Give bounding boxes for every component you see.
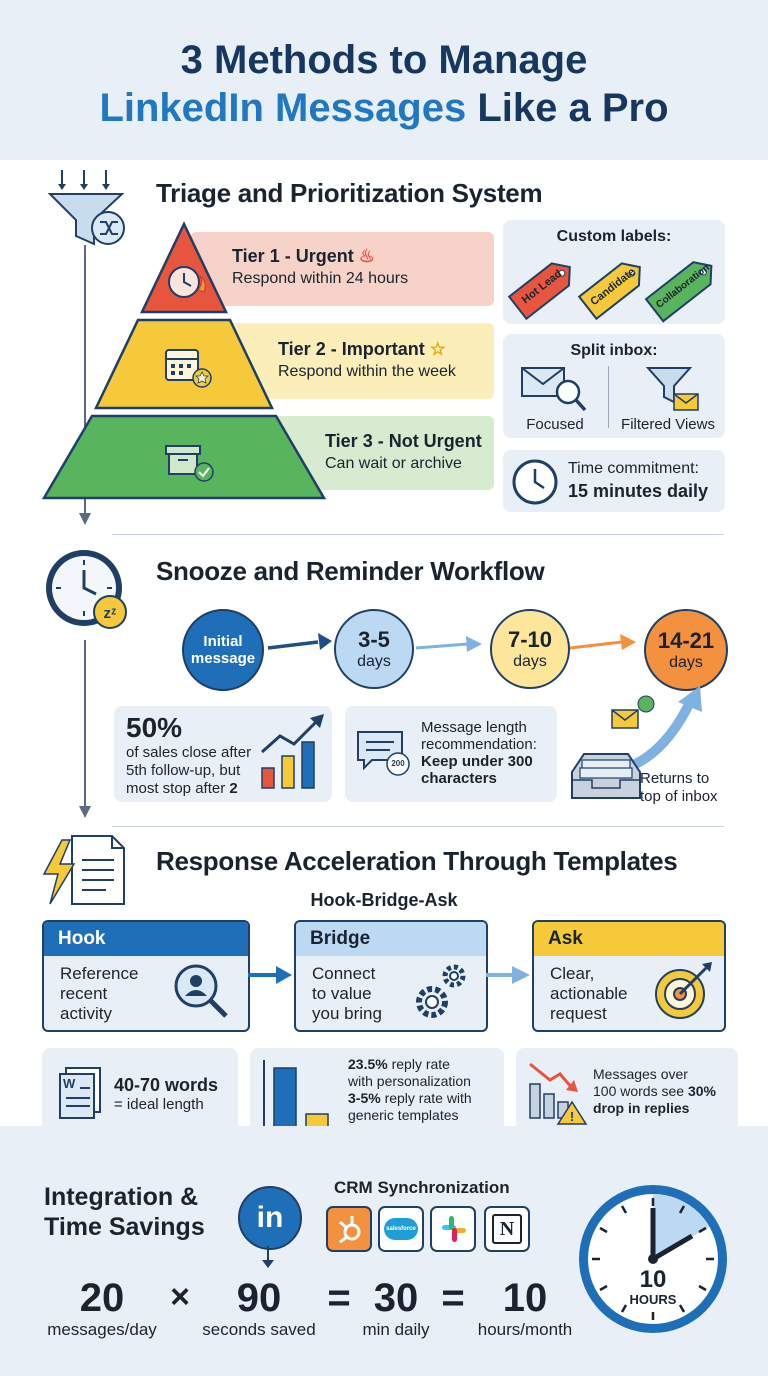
words-value: 40-70 words bbox=[114, 1075, 219, 1095]
envelope-search-icon bbox=[518, 362, 598, 414]
clock-icon bbox=[510, 457, 560, 507]
eq-times: × bbox=[170, 1278, 190, 1316]
triage-title: Triage and Prioritization System bbox=[156, 178, 543, 208]
words-desc: = ideal length bbox=[114, 1096, 204, 1113]
ask-text: Clear, actionable request bbox=[550, 964, 628, 1023]
split-filtered: Filtered Views bbox=[621, 416, 715, 433]
eq-hours-num: 10 bbox=[502, 1276, 548, 1320]
crm-title: CRM Synchronization bbox=[334, 1178, 510, 1197]
tier1-label: Tier 1 - Urgent ♨ bbox=[232, 246, 375, 266]
declining-chart-icon bbox=[524, 1058, 592, 1128]
chat-badge: 200 bbox=[391, 759, 405, 768]
hook-title: Hook bbox=[44, 922, 248, 956]
hba-arrows bbox=[246, 960, 536, 990]
divider-1 bbox=[112, 534, 724, 535]
templates-title: Response Acceleration Through Templates bbox=[156, 846, 678, 876]
snooze-title: Snooze and Reminder Workflow bbox=[156, 556, 545, 586]
integration-title: Integration & Time Savings bbox=[44, 1183, 205, 1241]
salesforce-logo: salesforce bbox=[378, 1206, 424, 1252]
tier1-desc: Respond within 24 hours bbox=[232, 270, 409, 287]
title-rest: Like a Pro bbox=[466, 86, 669, 130]
bridge-text: Connect to value you bring bbox=[312, 964, 382, 1023]
step-3-5: 3-5 days bbox=[334, 609, 414, 689]
svg-text:!: ! bbox=[569, 1109, 575, 1124]
eq-messages-num: 20 bbox=[79, 1276, 125, 1320]
time-commitment-value: 15 minutes daily bbox=[568, 481, 709, 501]
over-100-text: Messages over 100 words see 30% drop in replies bbox=[593, 1066, 716, 1116]
eq-equals-2: = bbox=[441, 1276, 465, 1320]
custom-labels-title: Custom labels: bbox=[556, 228, 672, 245]
divider-2 bbox=[112, 826, 724, 827]
notion-logo: N bbox=[484, 1206, 530, 1252]
step-initial: Initial message bbox=[182, 609, 264, 691]
target-icon bbox=[650, 958, 716, 1024]
star-icon: ☆ bbox=[429, 339, 446, 359]
templates-subtitle: Hook-Bridge-Ask bbox=[310, 890, 458, 910]
returns-text: Returns to top of inbox bbox=[640, 770, 718, 805]
linkedin-down-arrow bbox=[256, 1246, 280, 1270]
slack-icon bbox=[432, 1208, 474, 1250]
clock-hours-label: HOURS bbox=[629, 1292, 677, 1307]
split-divider bbox=[608, 366, 609, 428]
word-document-icon bbox=[56, 1064, 106, 1120]
svg-text:zᶻ: zᶻ bbox=[103, 605, 117, 622]
step-arrows bbox=[262, 630, 646, 666]
tier2-label: Tier 2 - Important ☆ bbox=[278, 339, 446, 359]
hubspot-icon bbox=[328, 1208, 370, 1250]
ten-hours-clock-icon bbox=[574, 1180, 732, 1338]
linkedin-logo: in bbox=[238, 1186, 302, 1250]
tier3-desc: Can wait or archive bbox=[325, 455, 462, 472]
step-14-21: 14-21 days bbox=[644, 609, 728, 691]
hook-text: Reference recent activity bbox=[60, 964, 139, 1023]
funnel-envelope-icon bbox=[644, 362, 704, 414]
eq-minutes-num: 30 bbox=[373, 1276, 419, 1320]
page-title-line1: 3 Methods to Manage bbox=[180, 38, 588, 82]
tag-candidate: Candidate bbox=[588, 265, 638, 309]
ask-title: Ask bbox=[534, 922, 724, 956]
message-length-text: Message length recommendation: Keep under 300 characters bbox=[421, 719, 537, 787]
eq-hours-label: hours/month bbox=[477, 1320, 573, 1339]
snooze-clock-icon bbox=[40, 546, 132, 632]
sales-text: of sales close after 5th follow-up, but most stop after 2 bbox=[126, 744, 252, 797]
sales-percent: 50% bbox=[126, 712, 183, 743]
split-inbox-title: Split inbox: bbox=[570, 342, 658, 359]
split-focused: Focused bbox=[526, 416, 584, 433]
page-title-line2 bbox=[0, 86, 768, 131]
eq-seconds-label: seconds saved bbox=[202, 1320, 316, 1339]
word-icon-letter: W bbox=[63, 1076, 76, 1091]
bridge-title: Bridge bbox=[296, 922, 486, 956]
eq-minutes-label: min daily bbox=[362, 1320, 430, 1339]
tag-collaboration: Collaboration bbox=[654, 262, 712, 311]
eq-messages-label: messages/day bbox=[47, 1320, 157, 1339]
clock-hours-number: 10 bbox=[639, 1266, 667, 1293]
growth-chart-icon bbox=[256, 712, 330, 792]
chat-bubble-icon bbox=[354, 728, 414, 778]
title-highlight: LinkedIn Messages bbox=[99, 86, 467, 130]
hubspot-logo bbox=[326, 1206, 372, 1252]
slack-logo bbox=[430, 1206, 476, 1252]
fire-icon: ♨ bbox=[358, 246, 375, 266]
time-commitment-label: Time commitment: bbox=[568, 460, 699, 477]
reply-rate-bars bbox=[258, 1056, 340, 1130]
tag-hot-lead: Hot Lead bbox=[519, 267, 565, 307]
tier3-label: Tier 3 - Not Urgent bbox=[325, 431, 482, 451]
reply-rate-text: 23.5% reply rate with personalization 3-5% reply rate with generic templates bbox=[348, 1056, 472, 1123]
tier2-desc: Respond within the week bbox=[278, 363, 456, 380]
step-7-10: 7-10 days bbox=[490, 609, 570, 689]
eq-seconds-num: 90 bbox=[236, 1276, 282, 1320]
eq-equals-1: = bbox=[327, 1276, 351, 1320]
profile-search-icon bbox=[170, 960, 234, 1024]
